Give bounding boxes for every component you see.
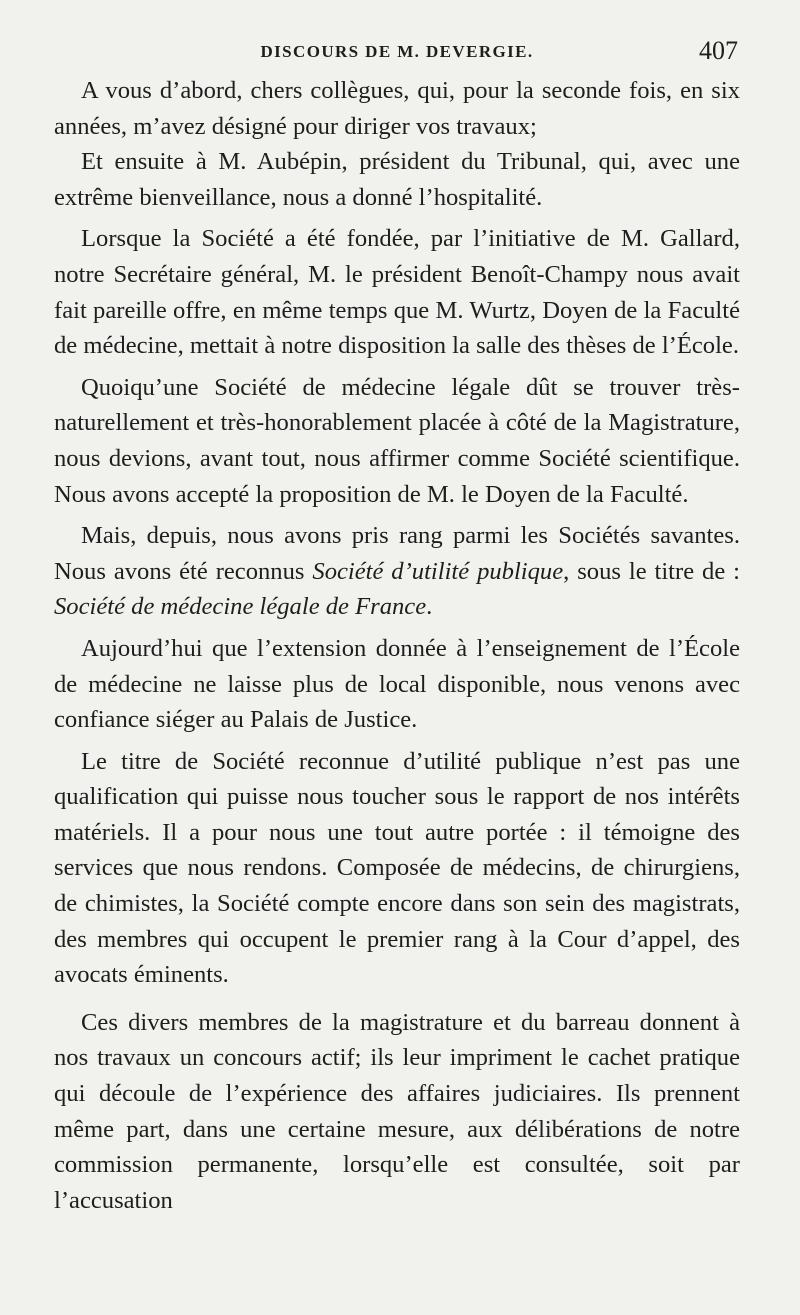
paragraph-1: A vous d’abord, chers collègues, qui, pour la seconde fois, en six années, m’avez désigné pour diriger vos travaux; (54, 77, 740, 140)
running-head: DISCOURS DE M. DEVERGIE. (260, 42, 534, 61)
paragraph-7: Le titre de Société reconnue d’utilité publique n’est pas une qualification qui puisse nous toucher sous le rapport de nos intérêts matériels. Il a pour nous une tout autre portée : il témoigne des services que nous rendons. Composée de médecins, de chirurgiens, de chimistes, la Société compte encore dans son sein des magistrats, des membres qui occupent le premier rang à la Cour d’appel, des avocats éminents. (54, 747, 740, 989)
italic-societe-medecine-legale: Société de médecine légale de France (54, 593, 427, 621)
paragraph-4: Quoiqu’une Société de médecine légale dût se trouver très-naturellement et très-honorablement placée à côté de la Magistrature, nous devions, avant tout, nous affirmer comme Société scientifique. Nous avons accepté la proposition de M. le Doyen de la Faculté. (54, 373, 740, 508)
paragraph-5 (54, 518, 740, 625)
paragraph-8: Ces divers membres de la magistrature et du barreau donnent à nos travaux un concours actif; ils leur impriment le cachet pratique qui découle de l’expérience des affaires judiciaires. Ils prennent même part, dans une certaine mesure, aux délibérations de notre commission permanente, lorsqu’elle est consultée, soit par l’accusation (54, 1008, 740, 1214)
paragraph-6: Aujourd’hui que l’extension donnée à l’enseignement de l’École de médecine ne laisse plus de local disponible, nous venons avec confiance siéger au Palais de Justice. (54, 634, 740, 734)
page-header (54, 36, 740, 72)
paragraph-5-text-after: . (426, 593, 433, 621)
paragraph-3: Lorsque la Société a été fondée, par l’initiative de M. Gallard, notre Secrétaire général, M. le président Benoît-Champy nous avait fait pareille offre, en même temps que M. Wurtz, Doyen de la Faculté de médecine, mettait à notre disposition la salle des thèses de l’École. (54, 225, 740, 360)
body-text (54, 73, 740, 1218)
paragraph-5-text-before: Mais, depuis, nous avons pris rang parmi les Sociétés savantes. Nous avons été reconnus (54, 522, 740, 585)
italic-societe-utilite-publique: Société d’utilité publique (312, 557, 564, 585)
paragraph-2: Et ensuite à M. Aubépin, président du Tribunal, qui, avec une extrême bienveillance, nous a donné l’hospitalité. (54, 148, 740, 211)
paragraph-5-text-middle: , sous le titre de : (563, 557, 740, 585)
page-number: 407 (699, 36, 738, 65)
